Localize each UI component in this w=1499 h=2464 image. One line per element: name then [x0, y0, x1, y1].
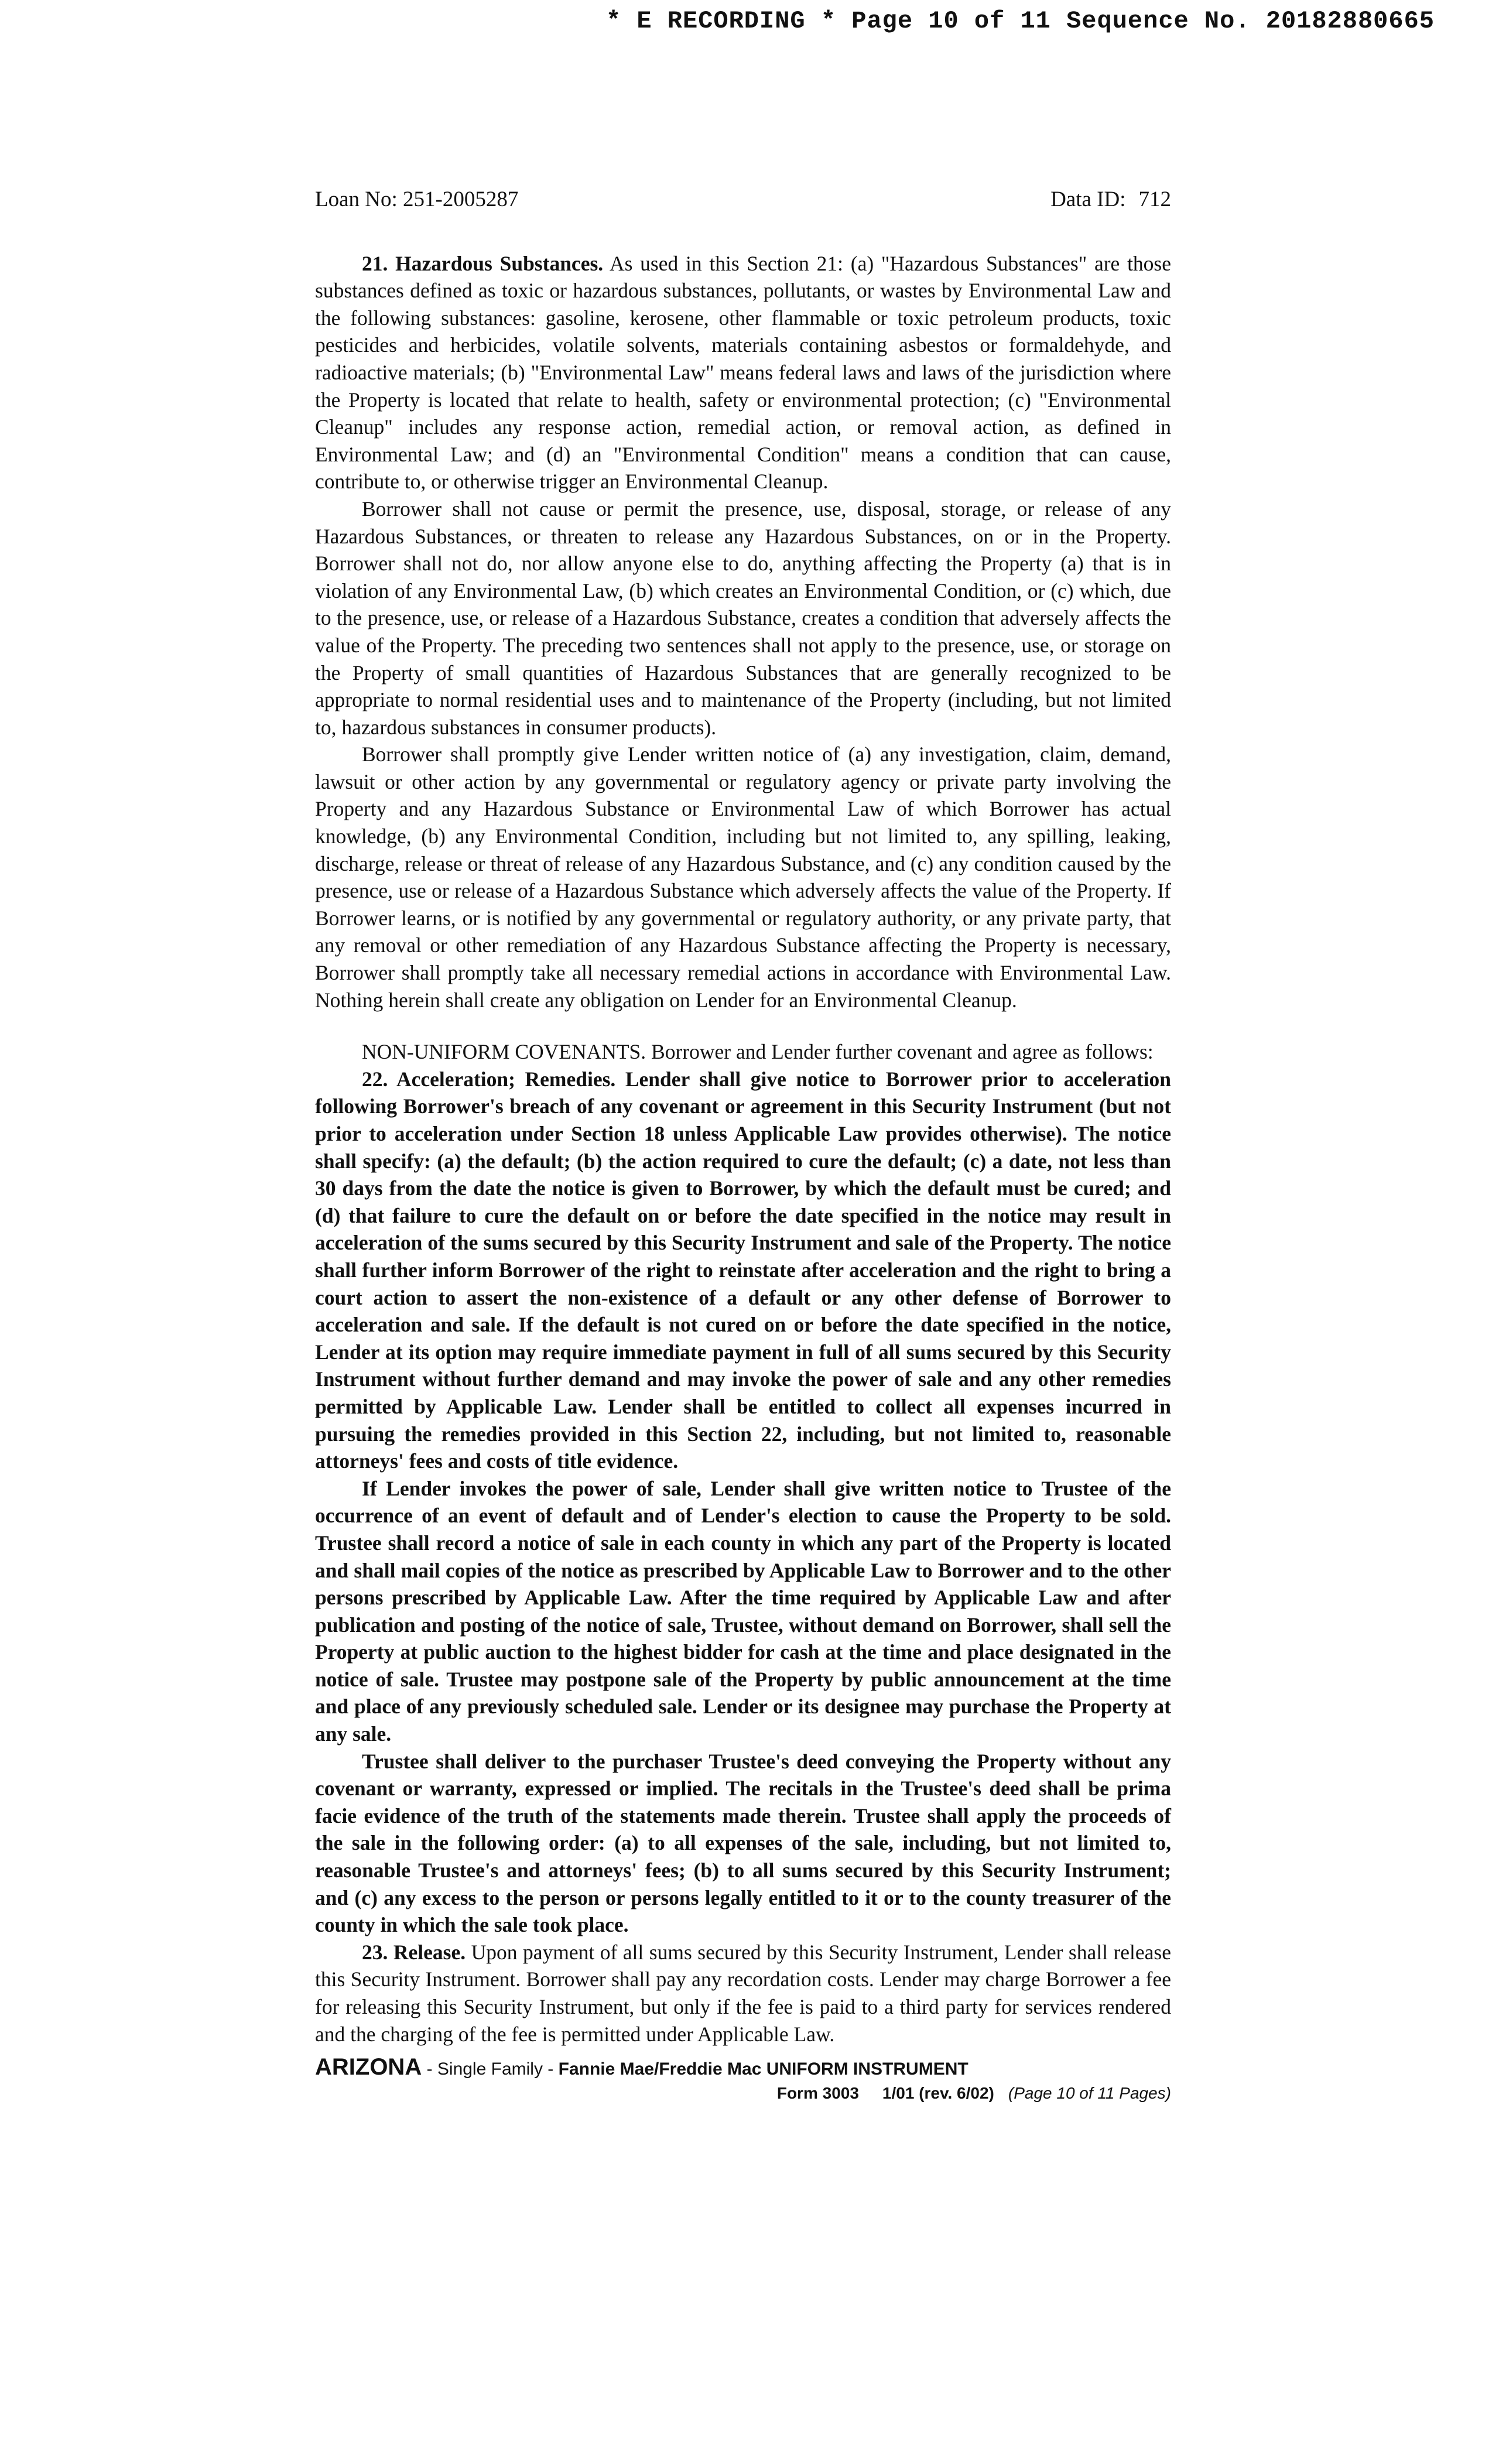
document-body	[315, 186, 1171, 2048]
footer-state: ARIZONA	[315, 2054, 422, 2080]
loan-number	[315, 186, 518, 214]
section-22-title: Acceleration; Remedies.	[396, 1067, 616, 1091]
loan-header	[315, 186, 1171, 214]
section-23-text-1: Upon payment of all sums secured by this Security Instrument, Lender shall release this Security Instrument. Borrower shall pay any recordation costs. Lender may charge Borrower a fee for releasing this Security Instrument, but only if the fee is paid to a third party for services rendered and the charging of the fee is permitted under Applicable Law.	[315, 1940, 1172, 2046]
section-21-title: Hazardous Substances.	[395, 251, 604, 275]
section-22-para-3: Trustee shall deliver to the purchaser Trustee's deed conveying the Property without any covenant or warranty, expressed or implied. The recitals in the Trustee's deed shall be prima facie evidence of the truth of the statements made therein. Trustee shall apply the proceeds of the sale in the following order: (a) to all expenses of the sale, including, but not limited to, reasonable Trustee's and attorneys' fees; (b) to all sums secured by this Security Instrument; and (c) any excess to the person or persons legally entitled to it or to the county treasurer of the county in which the sale took place.	[315, 1749, 1171, 1937]
footer-page-count: (Page 10 of 11 Pages)	[1008, 2084, 1171, 2102]
data-id-value: 712	[1138, 187, 1171, 211]
section-22-number: 22.	[362, 1067, 388, 1091]
section-22-text-1: Lender shall give notice to Borrower prior to acceleration following Borrower's breach of any covenant or agreement in this Security Instrument (but not prior to acceleration under Section 18 unless Applicable Law provides otherwise). The notice shall specify: (a) the default; (b) the action required to cure the default; (c) a date, not less than 30 days from the date the notice is given to Borrower, by which the default must be cured; and (d) that failure to cure the default on or before the date specified in the notice may result in acceleration of the sums secured by this Security Instrument and sale of the Property. The notice shall further inform Borrower of the right to reinstate after acceleration and the right to bring a court action to assert the non-existence of a default or any other defense of Borrower to acceleration and sale. If the default is not cured on or before the date specified in the notice, Lender at its option may require immediate payment in full of all sums secured by this Security Instrument without further demand and may invoke the power of sale and any other remedies permitted by Applicable Law. Lender shall be entitled to collect all expenses incurred in pursuing the remedies provided in this Section 22, including, but not limited to, reasonable attorneys' fees and costs of title evidence.	[315, 1067, 1171, 1473]
data-id	[1050, 186, 1171, 214]
section-21-para-2: Borrower shall not cause or permit the presence, use, disposal, storage, or release of any Hazardous Substances, or threaten to release any Hazardous Substances, on or in the Property. Borrower shall not do, nor allow anyone else to do, anything affecting the Property (a) that is in violation of any Environmental Law, (b) which creates an Environmental Condition, or (c) which, due to the presence, use, or release of a Hazardous Substance, creates a condition that adversely affects the value of the Property. The preceding two sentences shall not apply to the presence, use, or storage on the Property of small quantities of Hazardous Substances that are generally recognized to be appropriate to normal residential uses and to maintenance of the Property (including, but not limited to, hazardous substances in consumer products).	[315, 497, 1171, 739]
section-21-para-1	[315, 250, 1171, 495]
footer-form-info	[315, 2084, 1171, 2103]
footer-single-family: - Single Family -	[426, 2059, 554, 2079]
footer-instrument: Fannie Mae/Freddie Mac UNIFORM INSTRUMENT	[558, 2059, 968, 2079]
section-21-para-3: Borrower shall promptly give Lender written notice of (a) any investigation, claim, demand, lawsuit or other action by any governmental or regulatory agency or private party involving the Property and any Hazardous Substance or Environmental Law of which Borrower has actual knowledge, (b) any Environmental Condition, including but not limited to, any spilling, leaking, discharge, release or threat of release of any Hazardous Substance, and (c) any condition caused by the presence, use or release of a Hazardous Substance which adversely affects the value of the Property. If Borrower learns, or is notified by any governmental or regulatory authority, or any private party, that any removal or other remediation of any Hazardous Substance affecting the Property is necessary, Borrower shall promptly take all necessary remedial actions in accordance with Environmental Law. Nothing herein shall create any obligation on Lender for an Environmental Cleanup.	[315, 742, 1171, 1012]
non-uniform-covenants: NON-UNIFORM COVENANTS. Borrower and Lender further covenant and agree as follows:	[362, 1040, 1154, 1064]
footer-revision: 1/01 (rev. 6/02)	[882, 2084, 994, 2102]
section-23-title: Release.	[393, 1940, 466, 1964]
spacer	[315, 1014, 1171, 1038]
recording-stamp: * E RECORDING * Page 10 of 11 Sequence No. 20182880665	[605, 7, 1435, 35]
section-21-text-1: As used in this Section 21: (a) "Hazardous Substances" are those substances defined as toxic or hazardous substances, pollutants, or wastes by Environmental Law and the following substances: gasoline, kerosene, other flammable or toxic petroleum products, toxic pesticides and herbicides, volatile solvents, materials containing asbestos or formaldehyde, and radioactive materials; (b) "Environmental Law" means federal laws and laws of the jurisdiction where the Property is located that relate to health, safety or environmental protection; (c) "Environmental Cleanup" includes any response action, remedial action, or removal action, as defined in Environmental Law; and (d) an "Environmental Condition" means a condition that can cause, contribute to, or otherwise trigger an Environmental Cleanup.	[315, 251, 1172, 494]
loan-value: 251-2005287	[403, 187, 519, 211]
section-21-number: 21.	[362, 251, 388, 275]
data-id-label: Data ID:	[1050, 187, 1126, 211]
section-23-number: 23.	[362, 1940, 388, 1964]
footer-form-number: Form 3003	[776, 2084, 859, 2102]
section-22-para-1	[315, 1066, 1171, 1475]
section-22-para-2: If Lender invokes the power of sale, Lender shall give written notice to Trustee of the occurrence of an event of default and of Lender's election to cause the Property to be sold. Trustee shall record a notice of sale in each county in which any part of the Property is located and shall mail copies of the notice as prescribed by Applicable Law to Borrower and to the other persons prescribed by Applicable Law. After the time required by Applicable Law and after publication and posting of the notice of sale, Trustee, without demand on Borrower, shall sell the Property at public auction to the highest bidder for cash at the time and place designated in the notice of sale. Trustee may postpone sale of the Property by public announcement at the time and place of any previously scheduled sale. Lender or its designee may purchase the Property at any sale.	[315, 1476, 1171, 1746]
section-23-para-1	[315, 1939, 1171, 2048]
loan-label: Loan No:	[315, 187, 398, 211]
form-footer	[315, 2054, 1171, 2103]
footer-title	[315, 2054, 1171, 2080]
